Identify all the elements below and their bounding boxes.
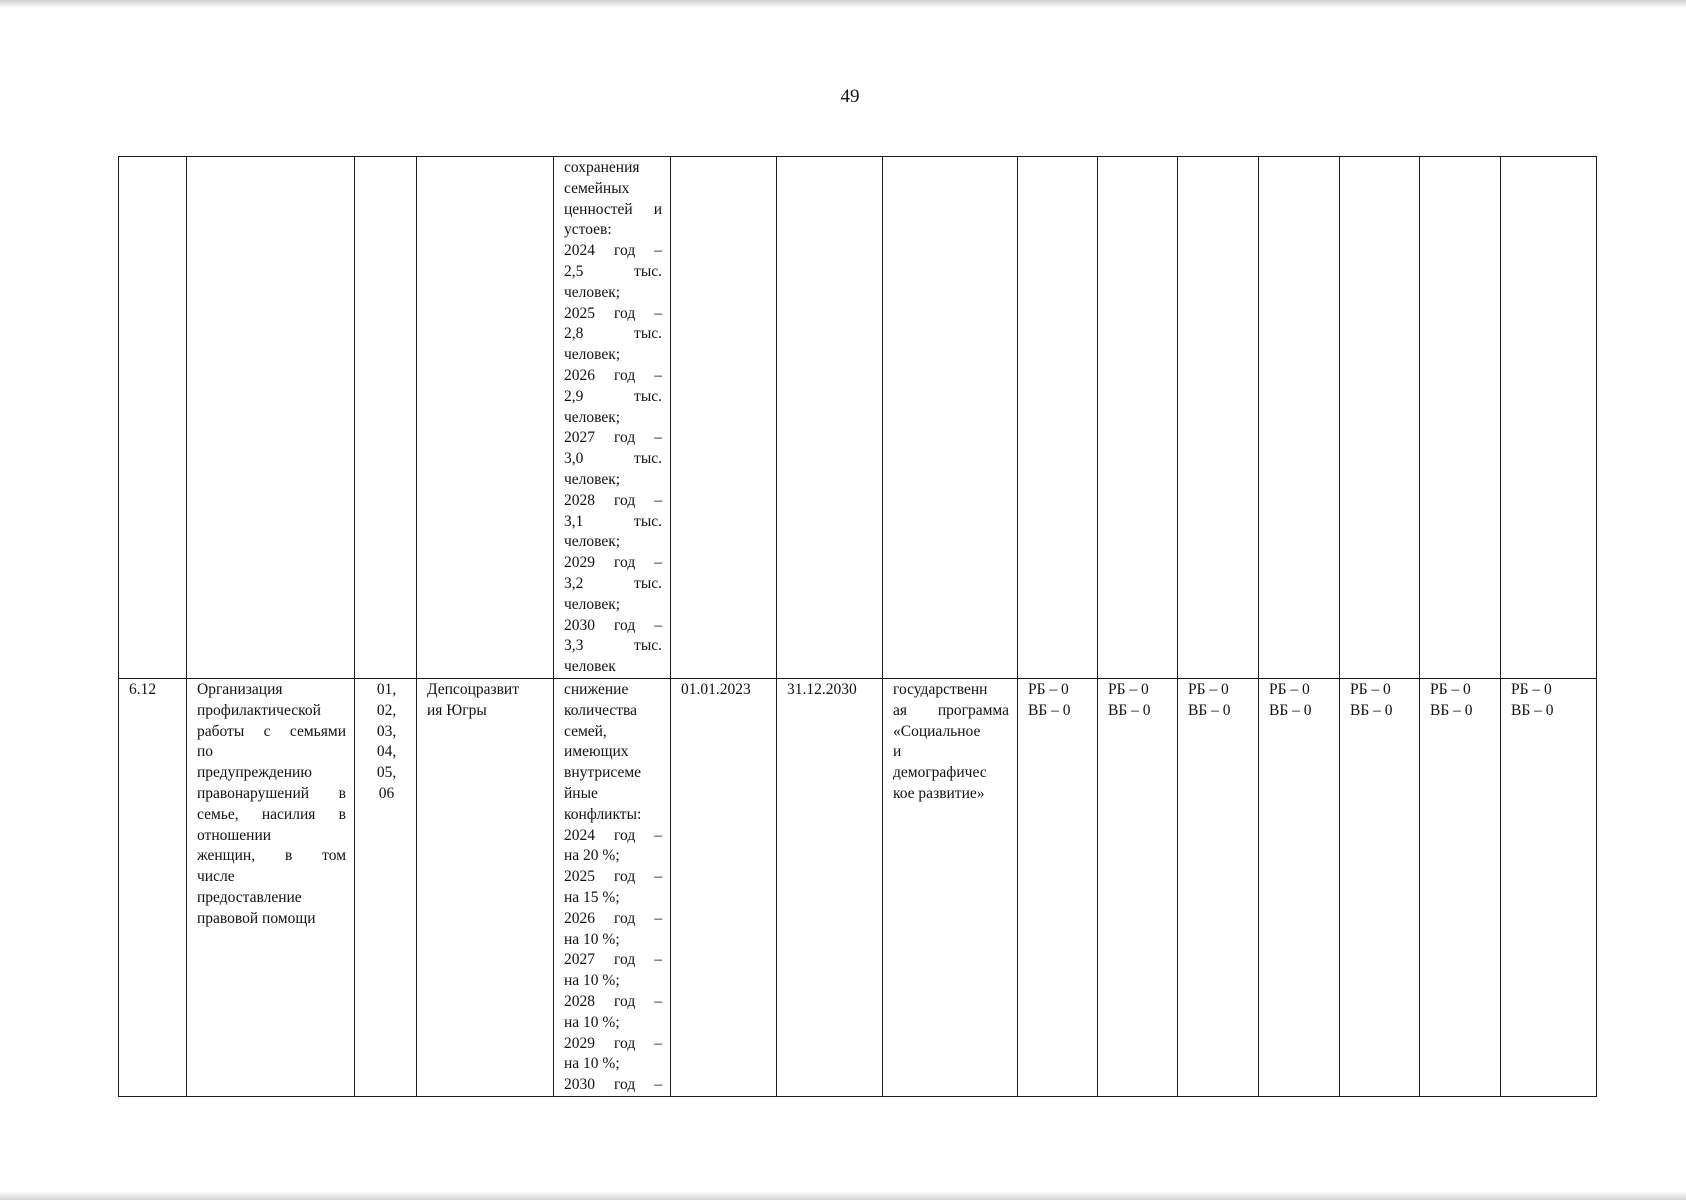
indicator-line: 2,5 тыс. bbox=[564, 262, 662, 280]
cell-program-empty bbox=[883, 157, 1018, 679]
indicator-line: количества bbox=[564, 701, 638, 719]
funding-vb: ВБ – 0 bbox=[1511, 701, 1554, 719]
cell-row-number bbox=[119, 679, 187, 1097]
code-line: 01, bbox=[376, 681, 397, 698]
program-line: кое развитие» bbox=[893, 784, 985, 802]
cell-funding-empty bbox=[1340, 157, 1420, 679]
cell-codes bbox=[355, 679, 417, 1097]
event-line: работы с семьями bbox=[197, 722, 346, 740]
indicator-line: йные bbox=[564, 784, 598, 802]
funding-rb: РБ – 0 bbox=[1028, 681, 1069, 698]
code-line: 03, bbox=[376, 722, 397, 740]
indicator-line: 2,9 тыс. bbox=[564, 387, 662, 405]
cell-funding-empty bbox=[1178, 157, 1259, 679]
indicator-line: 2029 год – bbox=[564, 1034, 662, 1052]
event-line: предупреждению bbox=[197, 764, 312, 782]
cell-funding-3 bbox=[1178, 679, 1259, 1097]
indicator-line: 2028 год – bbox=[564, 992, 662, 1010]
indicator-line: человек; bbox=[564, 595, 621, 613]
indicator-line: на 10 %; bbox=[564, 972, 620, 990]
indicator-line: человек; bbox=[564, 346, 621, 364]
funding-vb: ВБ – 0 bbox=[1269, 701, 1312, 719]
table-row-continuation bbox=[119, 157, 1597, 679]
event-line: Организация bbox=[197, 681, 283, 698]
cell-funding-7 bbox=[1501, 679, 1597, 1097]
program-line: государственн bbox=[893, 681, 988, 698]
end-date: 31.12.2030 bbox=[787, 681, 857, 698]
indicator-line: на 10 %; bbox=[564, 1013, 620, 1031]
funding-vb: ВБ – 0 bbox=[1350, 701, 1393, 719]
funding-rb: РБ – 0 bbox=[1350, 681, 1391, 698]
indicator-line: имеющих bbox=[564, 743, 629, 761]
scan-edge-bottom bbox=[0, 1191, 1686, 1200]
funding-rb: РБ – 0 bbox=[1511, 681, 1552, 698]
scan-edge-top bbox=[0, 0, 1686, 8]
indicator-line: 3,2 тыс. bbox=[564, 574, 662, 592]
table-row-6-12 bbox=[119, 679, 1597, 1097]
event-line: правонарушений в bbox=[197, 784, 346, 802]
funding-vb: ВБ – 0 bbox=[1430, 701, 1473, 719]
indicator-line: на 10 %; bbox=[564, 930, 620, 948]
event-line: числе bbox=[197, 868, 235, 886]
cell-indicator bbox=[554, 679, 671, 1097]
indicator-line: 2029 год – bbox=[564, 554, 662, 572]
cell-funding-empty bbox=[1098, 157, 1178, 679]
program-line: и bbox=[893, 743, 902, 761]
indicator-line: конфликты: bbox=[564, 805, 642, 823]
cell-funding-empty bbox=[1420, 157, 1501, 679]
cell-indicator-continuation bbox=[554, 157, 671, 679]
cell-funding-empty bbox=[1018, 157, 1098, 679]
code-line: 04, bbox=[376, 743, 397, 761]
indicator-line: устоев: bbox=[564, 221, 612, 239]
indicator-line: 2030 год – bbox=[564, 616, 662, 634]
indicator-line: 2024 год – bbox=[564, 242, 662, 260]
indicator-line: семей, bbox=[564, 722, 607, 740]
indicator-line: сохранения bbox=[564, 159, 640, 176]
cell-executor-empty bbox=[417, 157, 554, 679]
cell-event-name bbox=[187, 679, 355, 1097]
indicator-line: на 15 %; bbox=[564, 888, 620, 906]
indicator-line: человек; bbox=[564, 408, 621, 426]
code-line: 05, bbox=[376, 764, 397, 782]
document-table bbox=[118, 156, 1597, 1097]
indicator-line: человек; bbox=[564, 533, 621, 551]
indicator-line: 3,3 тыс. bbox=[564, 637, 662, 655]
indicator-line: 2,8 тыс. bbox=[564, 325, 662, 343]
indicator-line: 2024 год – bbox=[564, 826, 662, 844]
cell-end-empty bbox=[777, 157, 883, 679]
page-number: 49 bbox=[840, 86, 860, 107]
cell-funding-1 bbox=[1018, 679, 1098, 1097]
indicator-line: снижение bbox=[564, 681, 629, 698]
indicator-line: семейных bbox=[564, 179, 630, 197]
indicator-line: человек; bbox=[564, 470, 621, 488]
funding-rb: РБ – 0 bbox=[1188, 681, 1229, 698]
event-line: отношении bbox=[197, 826, 272, 844]
code-line: 06 bbox=[378, 784, 395, 802]
cell-funding-empty bbox=[1501, 157, 1597, 679]
indicator-line: на 10 %; bbox=[564, 1055, 620, 1073]
indicator-line: ценностей и bbox=[564, 200, 662, 218]
event-line: женщин, в том bbox=[197, 847, 346, 865]
cell-executor bbox=[417, 679, 554, 1097]
funding-rb: РБ – 0 bbox=[1430, 681, 1471, 698]
row-number: 6.12 bbox=[129, 681, 157, 698]
cell-program bbox=[883, 679, 1018, 1097]
program-line: демографичес bbox=[893, 764, 987, 782]
executor-line: Депсоцразвит bbox=[427, 681, 520, 698]
indicator-line: человек bbox=[564, 658, 616, 676]
event-line: профилактической bbox=[197, 701, 321, 719]
program-line: «Социальное bbox=[893, 722, 981, 740]
event-line: по bbox=[197, 743, 214, 761]
indicator-line: 2027 год – bbox=[564, 429, 662, 447]
cell-codes-empty bbox=[355, 157, 417, 679]
indicator-line: 2030 год – bbox=[564, 1076, 662, 1094]
indicator-line: на 20 %; bbox=[564, 847, 620, 865]
cell-start-date bbox=[671, 679, 777, 1097]
cell-funding-2 bbox=[1098, 679, 1178, 1097]
funding-vb: ВБ – 0 bbox=[1188, 701, 1231, 719]
cell-funding-6 bbox=[1420, 679, 1501, 1097]
funding-rb: РБ – 0 bbox=[1269, 681, 1310, 698]
event-line: семье, насилия в bbox=[197, 805, 346, 823]
start-date: 01.01.2023 bbox=[681, 681, 751, 698]
indicator-line: 2025 год – bbox=[564, 304, 662, 322]
event-line: правовой помощи bbox=[197, 909, 316, 927]
indicator-line: 2028 год – bbox=[564, 491, 662, 509]
indicator-line: 2026 год – bbox=[564, 366, 662, 384]
indicator-line: внутрисеме bbox=[564, 764, 642, 782]
cell-start-empty bbox=[671, 157, 777, 679]
indicator-line: 3,0 тыс. bbox=[564, 450, 662, 468]
funding-vb: ВБ – 0 bbox=[1108, 701, 1151, 719]
event-line: предоставление bbox=[197, 888, 302, 906]
indicator-line: 2026 год – bbox=[564, 909, 662, 927]
indicator-line: человек; bbox=[564, 283, 621, 301]
funding-rb: РБ – 0 bbox=[1108, 681, 1149, 698]
funding-vb: ВБ – 0 bbox=[1028, 701, 1071, 719]
indicator-line: 3,1 тыс. bbox=[564, 512, 662, 530]
cell-number-empty bbox=[119, 157, 187, 679]
cell-end-date bbox=[777, 679, 883, 1097]
program-line: ая программа bbox=[893, 701, 1009, 719]
cell-funding-5 bbox=[1340, 679, 1420, 1097]
code-line: 02, bbox=[376, 701, 397, 719]
cell-event-empty bbox=[187, 157, 355, 679]
executor-line: ия Югры bbox=[427, 701, 487, 719]
indicator-line: 2025 год – bbox=[564, 868, 662, 886]
cell-funding-empty bbox=[1259, 157, 1340, 679]
cell-funding-4 bbox=[1259, 679, 1340, 1097]
indicator-line: 2027 год – bbox=[564, 951, 662, 969]
